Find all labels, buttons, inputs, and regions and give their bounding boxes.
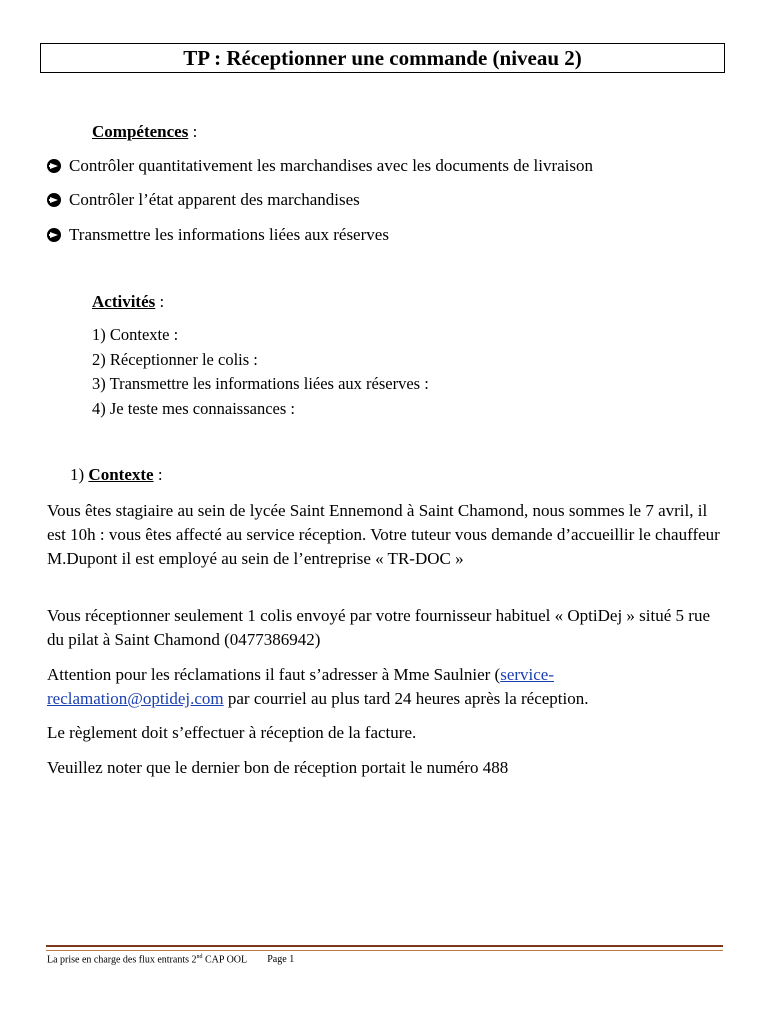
activites-heading — [92, 292, 164, 312]
competence-item-text: Contrôler l’état apparent des marchandises — [69, 190, 360, 209]
footer-course-sup: nd — [196, 954, 203, 960]
footer-page-number: Page 1 — [267, 954, 295, 966]
contexte-paragraph-5: Veuillez noter que le dernier bon de réception portait le numéro 488 — [47, 758, 509, 777]
competence-item — [47, 225, 389, 245]
activites-heading-colon: : — [155, 292, 165, 311]
page-title: TP : Réceptionner une commande (niveau 2) — [40, 43, 725, 73]
reclamation-email-link[interactable]: service-reclamation@optidej.com — [47, 665, 555, 708]
circled-arrow-icon — [47, 228, 61, 242]
circled-arrow-icon — [47, 159, 61, 173]
competence-item — [47, 190, 360, 210]
reclamation-text-end: par courriel au plus tard 24 heures après la réception. — [223, 689, 589, 708]
competences-heading — [92, 122, 197, 142]
contexte-heading — [70, 465, 163, 485]
circled-arrow-icon — [47, 193, 61, 207]
competences-heading-colon: : — [188, 122, 198, 141]
footer-divider — [46, 945, 723, 951]
footer-course-end: CAP OOL — [202, 954, 247, 966]
competence-item-text: Transmettre les informations liées aux réserves — [69, 225, 389, 244]
contexte-paragraph-3 — [47, 663, 727, 711]
competence-item — [47, 156, 593, 176]
page-footer — [47, 954, 294, 965]
contexte-heading-label: Contexte — [88, 465, 154, 484]
activite-item: 3) Transmettre les informations liées aux réserves : — [92, 374, 429, 393]
competence-item-text: Contrôler quantitativement les marchandises avec les documents de livraison — [69, 156, 594, 175]
footer-course: La prise en charge des flux entrants 2 — [47, 954, 197, 966]
activite-item: 1) Contexte : — [92, 325, 179, 344]
contexte-number: 1) — [70, 465, 89, 484]
activite-item: 4) Je teste mes connaissances : — [92, 399, 295, 418]
contexte-paragraph-4: Le règlement doit s’effectuer à réception de la facture. — [47, 723, 417, 742]
competences-heading-label: Compétences — [92, 122, 189, 141]
contexte-paragraph-1: Vous êtes stagiaire au sein de lycée Saint Ennemond à Saint Chamond, nous sommes le 7 avril, il est 10h : vous êtes affecté au service réception. Votre tuteur vous demande d’accueillir le chauffeur M.Dupont il est employé au sein de l’entreprise « TR-DOC » — [47, 501, 720, 568]
activite-item: 2) Réceptionner le colis : — [92, 350, 258, 369]
contexte-paragraph-2: Vous réceptionner seulement 1 colis envoyé par votre fournisseur habituel « OptiDej » situé 5 rue du pilat à Saint Chamond (0477386942) — [47, 606, 710, 649]
activites-heading-label: Activités — [92, 292, 156, 311]
contexte-heading-colon: : — [153, 465, 163, 484]
reclamation-text: Attention pour les réclamations il faut s’adresser à Mme Saulnier ( — [47, 665, 501, 684]
